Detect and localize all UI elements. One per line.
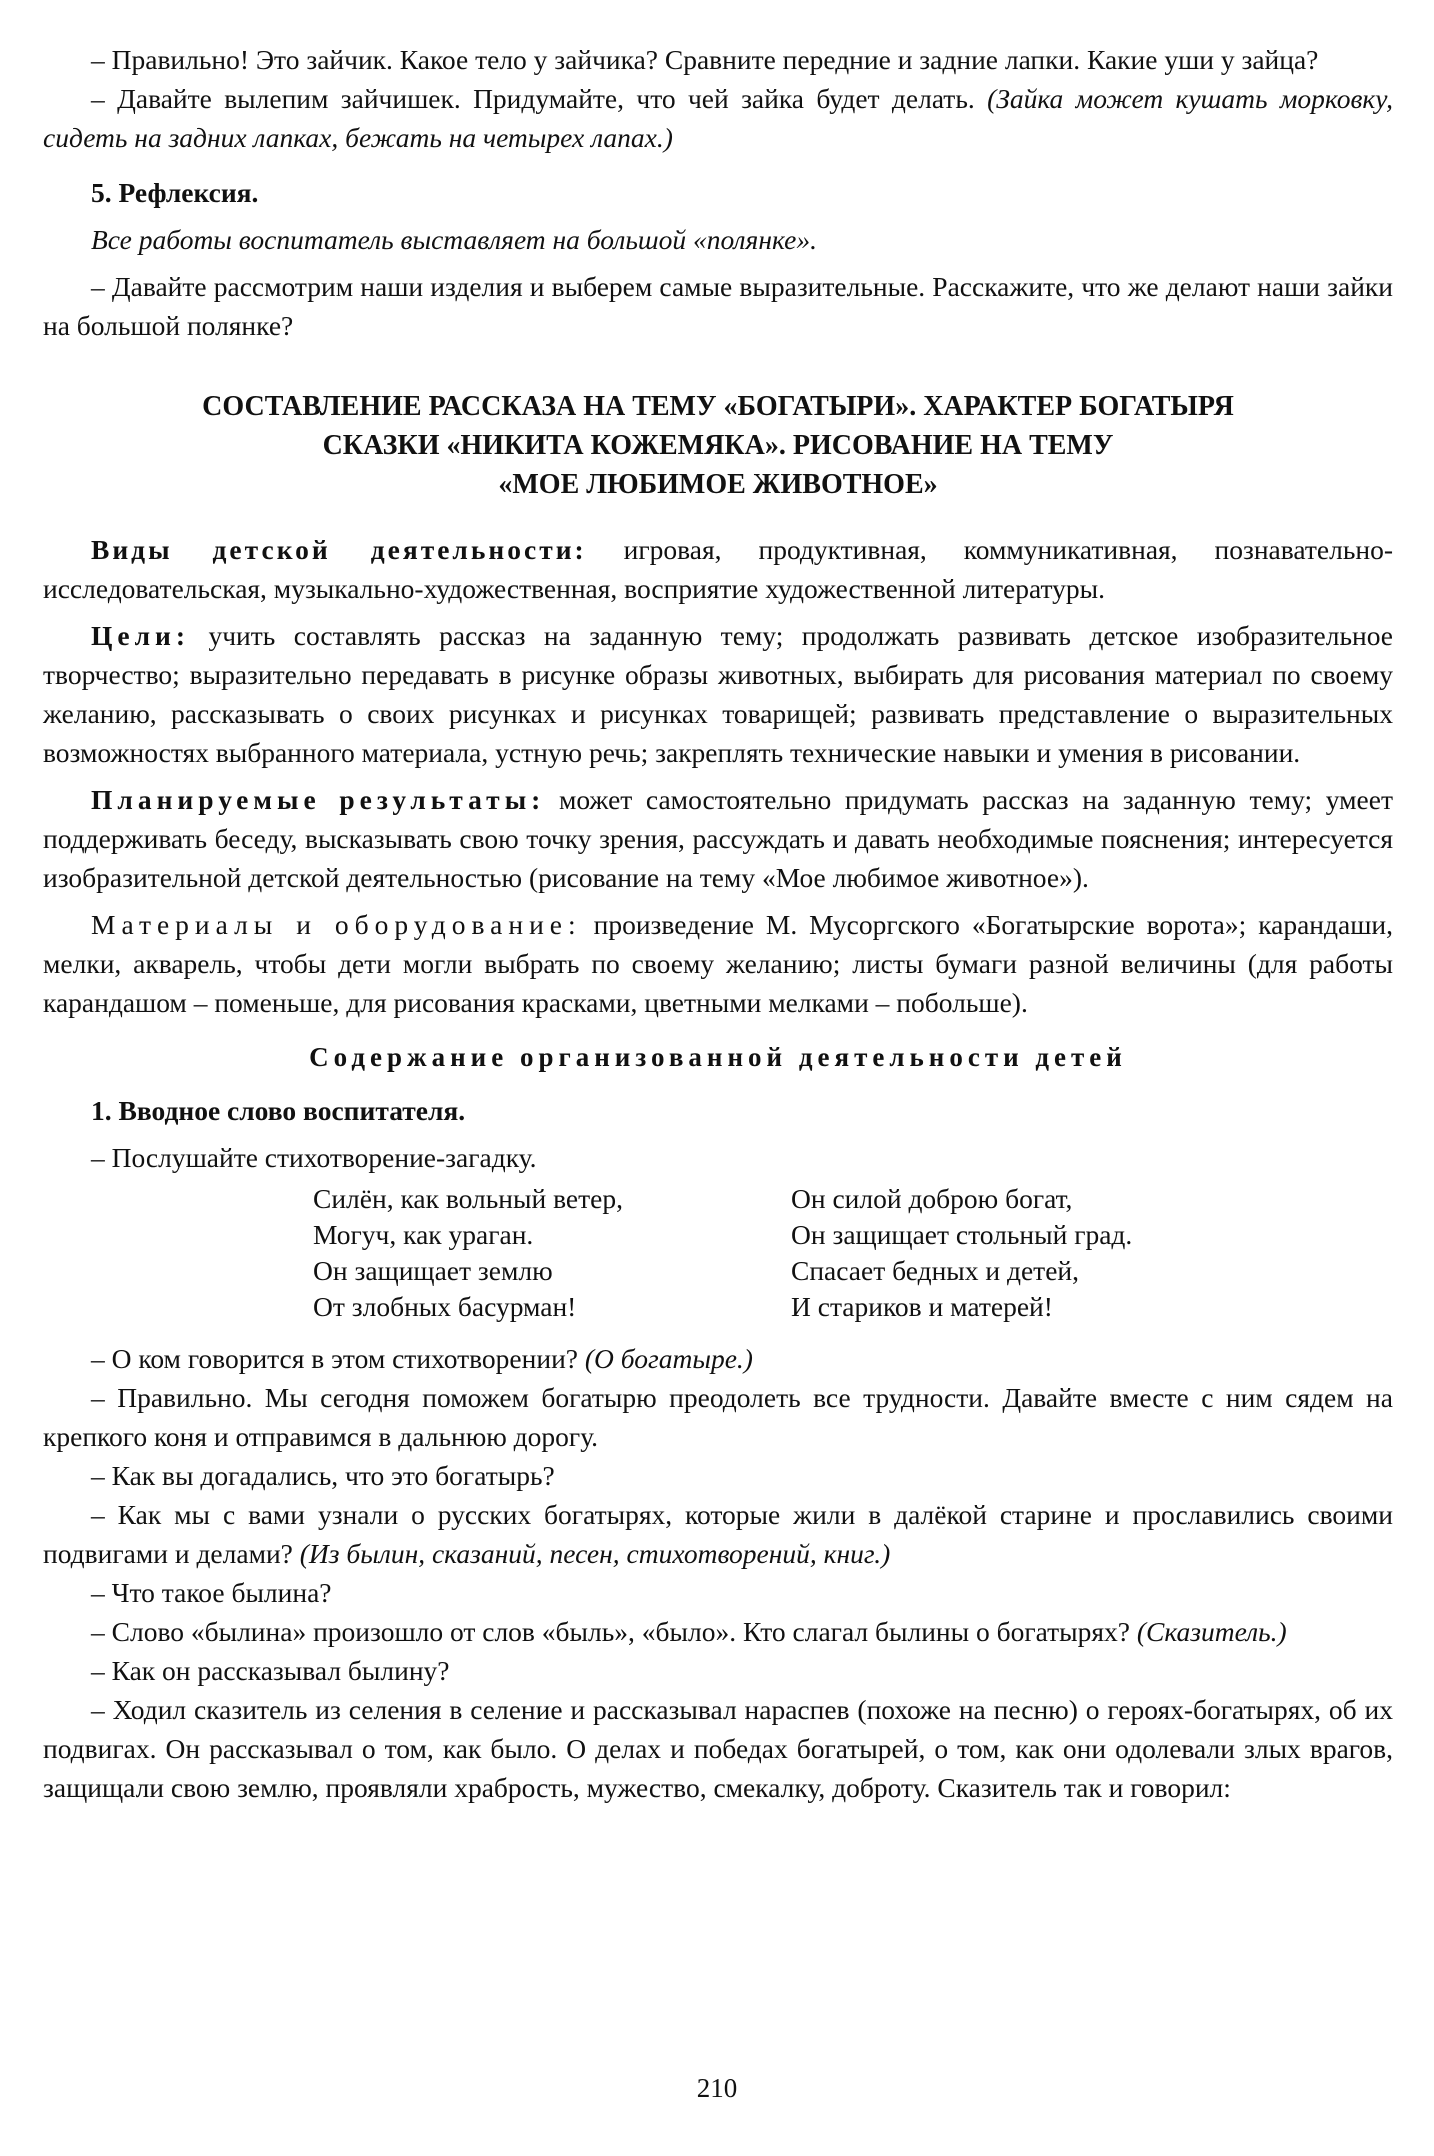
materials-label: Материалы и оборудование: (91, 909, 582, 940)
goals: Цели: учить составлять рассказ на заданную тему; продолжать развивать детское изобразительное творчество; выразительно передавать в рисунке образы животных, выбирать для рисования материал по своему желанию, рассказывать о своих рисунках и рисунках товарищей; развивать представление о выразительных возможностях выбранного материала, устную речь; закреплять технические навыки и умения в рисовании. (43, 620, 1393, 768)
riddle-poem (313, 1181, 1393, 1325)
paragraph-review: – Давайте рассмотрим наши изделия и выберем самые выразительные. Расскажите, что же делают наши зайки на большой полянке? (43, 271, 1393, 341)
title-line-1: СОСТАВЛЕНИЕ РАССКАЗА НА ТЕМУ «БОГАТЫРИ». ХАРАКТЕР БОГАТЫРЯ (202, 391, 1234, 422)
title-line-3: «МОЕ ЛЮБИМОЕ ЖИВОТНОЕ» (498, 469, 938, 500)
section-heading-reflection: 5. Рефлексия. (91, 177, 259, 208)
poem-line: И стариков и матерей! (791, 1291, 1053, 1322)
poem-line: От злобных басурман! (313, 1291, 577, 1322)
poem-line: Спасает бедных и детей, (791, 1255, 1079, 1286)
goals-label: Цели: (91, 620, 191, 651)
dialog-line: – О ком говорится в этом стихотворении? (О богатыре.) (91, 1343, 753, 1374)
page-number: 210 (696, 2073, 738, 2103)
poem-line: Он защищает землю (313, 1255, 553, 1286)
activity-types-label: Виды детской деятельности: (91, 534, 587, 565)
poem-line: Он защищает стольный град. (791, 1219, 1133, 1250)
listen-line: – Послушайте стихотворение-загадку. (91, 1142, 537, 1173)
paragraph-sculpt: – Давайте вылепим зайчишек. Придумайте, что чей зайка будет делать. (Зайка может кушать морковку, сидеть на задних лапках, бежать на четырех лапах.) (43, 83, 1393, 153)
planned-results: Планируемые результаты: может самостоятельно придумать рассказ на заданную тему; умеет поддерживать беседу, высказывать свою точку зрения, рассуждать и давать необходимые пояснения; интересуется изобразительной детской деятельностью (рисование на тему «Мое любимое животное»). (43, 784, 1393, 893)
poem-right-column (791, 1181, 1269, 1325)
materials: Материалы и оборудование: произведение М. Мусоргского «Богатырские ворота»; карандаши, мелки, акварель, чтобы дети могли выбрать по своему желанию; листы бумаги разной величины (для работы карандашом – поменьше, для рисования красками, цветными мелками – побольше). (43, 909, 1393, 1018)
lesson-title (43, 387, 1393, 504)
dialog-line: – Что такое былина? (91, 1577, 332, 1608)
dialog-line: – Ходил сказитель из селения в селение и рассказывал нараспев (похоже на песню) о героях-богатырях, об их подвигах. Он рассказывал о том, как было. О делах и победах богатырей, о том, как они одолевали злых врагов, защищали свою землю, проявляли храбрость, мужество, смекалку, доброту. Сказитель так и говорил: (43, 1694, 1393, 1803)
dialog-line: – Как мы с вами узнали о русских богатырях, которые жили в далёкой старине и прославились своими подвигами и делами? (Из былин, сказаний, песен, стихотворений, книг.) (43, 1499, 1393, 1569)
paragraph-exhibit: Все работы воспитатель выставляет на большой «полянке». (91, 224, 817, 255)
content-heading: Содержание организованной деятельности детей (309, 1042, 1127, 1072)
poem-line: Он силой доброю богат, (791, 1183, 1073, 1214)
poem-line: Силён, как вольный ветер, (313, 1183, 623, 1214)
dialog-line: – Как он рассказывал былину? (91, 1655, 450, 1686)
dialog-line: – Правильно. Мы сегодня поможем богатырю преодолеть все трудности. Давайте вместе с ним сядем на крепкого коня и отправимся в дальнюю дорогу. (43, 1382, 1393, 1452)
dialog-line: – Слово «былина» произошло от слов «быль», «было». Кто слагал былины о богатырях? (Сказитель.) (91, 1616, 1287, 1647)
paragraph-hare-question: – Правильно! Это зайчик. Какое тело у зайчика? Сравните передние и задние лапки. Какие уши у зайца? (91, 44, 1319, 75)
poem-line: Могуч, как ураган. (313, 1219, 534, 1250)
dialog-line: – Как вы догадались, что это богатырь? (91, 1460, 555, 1491)
activity-types: Виды детской деятельности: игровая, продуктивная, коммуникативная, познавательно-исследовательская, музыкально-художественная, восприятие художественной литературы. (43, 534, 1393, 604)
intro-heading: 1. Вводное слово воспитателя. (91, 1095, 466, 1126)
title-line-2: СКАЗКИ «НИКИТА КОЖЕМЯКА». РИСОВАНИЕ НА ТЕМУ (322, 430, 1114, 461)
italic-remark: (Зайка может кушать морковку, сидеть на задних лапках, бежать на четырех лапах.) (43, 83, 1393, 153)
document-page (43, 40, 1393, 1807)
poem-left-column (313, 1181, 791, 1325)
planned-results-label: Планируемые результаты: (91, 784, 546, 815)
